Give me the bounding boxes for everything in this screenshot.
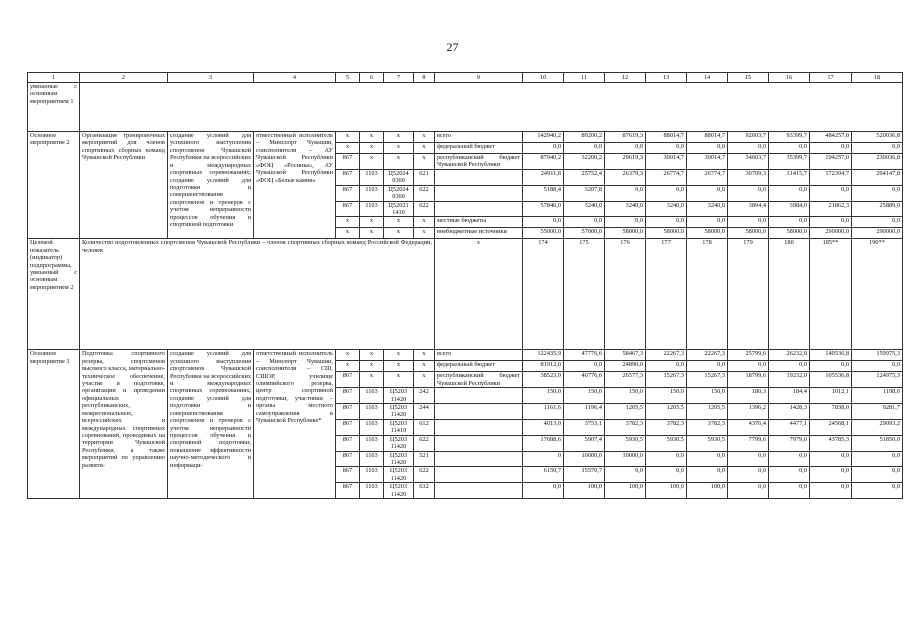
table-cell: Основное мероприятие 2	[28, 132, 80, 239]
table-cell: 3782,3	[605, 419, 646, 435]
table-cell: 5	[336, 73, 360, 83]
table-cell: 9281,7	[852, 404, 903, 420]
table-cell: 150,0	[523, 388, 564, 404]
table-cell: 1103	[360, 467, 384, 483]
table-cell: создание условий для успешного выступления спортсменов Чувашской Республики на всероссийских и международных спортивных соревнованиях; создание условий для подготовки и совершенствования спортсменов и тренеров с учетом непрерывности процессов обучения и спортивной подготовки	[168, 132, 254, 239]
table-cell: 25752,4	[564, 169, 605, 185]
table-cell: 0,0	[810, 217, 852, 228]
table-cell: 867	[336, 388, 360, 404]
table-cell: 0,0	[687, 185, 728, 201]
table-cell: 484257,0	[810, 132, 852, 143]
table-cell: Организация тренировочных мероприятий для членов спортивных сборных команд Чувашской Республики	[80, 132, 168, 239]
table-cell: 29619,3	[605, 154, 646, 170]
table-cell: 142940,2	[523, 132, 564, 143]
table-cell: 34603,7	[728, 154, 769, 170]
table-cell: 51850,0	[852, 435, 903, 451]
table-cell: 0,0	[852, 361, 903, 372]
table-cell: 2	[80, 73, 168, 83]
table-cell	[435, 483, 523, 499]
table-cell: 3782,3	[646, 419, 687, 435]
table-cell: x	[336, 228, 360, 239]
table-cell: 0,0	[769, 361, 810, 372]
table-cell: 1103	[360, 451, 384, 467]
table-cell: 1161,6	[523, 404, 564, 420]
table-cell: 0,0	[852, 467, 903, 483]
table-cell: 0,0	[687, 451, 728, 467]
table-cell: 58000,0	[687, 228, 728, 239]
table-cell: 150,0	[646, 388, 687, 404]
table-cell	[435, 169, 523, 185]
table-cell: 0,0	[687, 361, 728, 372]
table-cell: 622	[414, 201, 435, 217]
table-cell: 0,0	[646, 467, 687, 483]
table-cell: 24568,1	[810, 419, 852, 435]
table-cell: 3	[168, 73, 254, 83]
table-cell: 22267,3	[687, 350, 728, 361]
table-cell: 43785,3	[810, 435, 852, 451]
table-cell: 55000,0	[523, 228, 564, 239]
target-indicator-row	[28, 239, 903, 350]
table-cell: 184,4	[769, 388, 810, 404]
table-cell: 0,0	[646, 185, 687, 201]
table-cell: 38523,9	[523, 372, 564, 388]
table-cell: 521	[414, 451, 435, 467]
table-cell: Ц5203 11420	[384, 435, 414, 451]
table-cell	[435, 419, 523, 435]
table-cell: 1428,3	[769, 404, 810, 420]
table-cell: 15267,3	[646, 372, 687, 388]
table-cell: Количество подготовленных спортсменов Чувашской Республики – членов спортивных сборных команд Российской Федерации, человек	[80, 239, 435, 350]
table-cell: 0,0	[728, 143, 769, 154]
table-cell: 58000,0	[769, 228, 810, 239]
header-row	[28, 73, 903, 83]
table-cell: 180,3	[728, 388, 769, 404]
table-cell: x	[360, 143, 384, 154]
table-cell: 22267,3	[646, 350, 687, 361]
table-cell: Ц52024 0360	[384, 169, 414, 185]
table-cell: 0,0	[564, 143, 605, 154]
table-cell: 3240,0	[646, 201, 687, 217]
table-cell: x	[336, 350, 360, 361]
table-cell: 0,0	[605, 217, 646, 228]
table-cell: 0,0	[769, 143, 810, 154]
table-cell: 172394,7	[810, 169, 852, 185]
table-cell: 19232,0	[769, 372, 810, 388]
table-cell: 190**	[852, 239, 903, 350]
table-cell: x	[336, 361, 360, 372]
table-cell: 867	[336, 154, 360, 170]
table-cell: 58000,0	[605, 228, 646, 239]
table-cell: 7799,6	[728, 435, 769, 451]
table-cell: x	[384, 361, 414, 372]
table-cell: 57000,0	[564, 228, 605, 239]
table-cell: 1205,5	[605, 404, 646, 420]
table-cell: x	[336, 132, 360, 143]
table-cell: 1012,1	[810, 388, 852, 404]
table-cell: 178	[687, 239, 728, 350]
table-cell: 867	[336, 467, 360, 483]
table-cell: 179	[728, 239, 769, 350]
table-cell: x	[360, 217, 384, 228]
table-cell	[435, 388, 523, 404]
table-cell: x	[414, 350, 435, 361]
table-cell: 31415,7	[769, 169, 810, 185]
table-cell: 10000,0	[605, 451, 646, 467]
table-cell: 15267,3	[687, 372, 728, 388]
table-cell: 0,0	[769, 467, 810, 483]
table-cell: 5930,5	[605, 435, 646, 451]
table-cell: 1103	[360, 483, 384, 499]
table-cell: 0,0	[605, 143, 646, 154]
table-cell: 87940,2	[523, 154, 564, 170]
table-cell: 1205,5	[646, 404, 687, 420]
table-cell: Ц52021 1410	[384, 201, 414, 217]
table-cell: 100,0	[605, 483, 646, 499]
table-cell: 40776,6	[564, 372, 605, 388]
table-cell	[435, 404, 523, 420]
table-cell: 0,0	[810, 483, 852, 499]
table-cell: x	[336, 143, 360, 154]
table-cell: 26379,3	[605, 169, 646, 185]
table-cell: 0,0	[769, 451, 810, 467]
table-cell: Ц5203 11420	[384, 388, 414, 404]
table-cell: 10000,0	[564, 451, 605, 467]
table-cell: 81912,0	[523, 361, 564, 372]
table-cell: 1103	[360, 388, 384, 404]
table-cell: x	[435, 239, 523, 350]
table-cell: 1103	[360, 185, 384, 201]
table-cell: 0,0	[687, 217, 728, 228]
table-cell: 4	[254, 73, 336, 83]
table-cell: 622	[414, 185, 435, 201]
table-cell: 3207,8	[564, 185, 605, 201]
table-cell	[435, 451, 523, 467]
table-cell: 0,0	[810, 451, 852, 467]
table-cell: 3894,4	[728, 201, 769, 217]
table-cell: 15570,7	[564, 467, 605, 483]
table-cell: 242	[414, 388, 435, 404]
table-cell: 0,0	[852, 143, 903, 154]
page-number: 27	[446, 40, 459, 54]
table-cell: 26577,3	[605, 372, 646, 388]
table-cell: 867	[336, 419, 360, 435]
table-cell: 180	[769, 239, 810, 350]
table-cell: 89200,2	[564, 132, 605, 143]
table-cell: Ц52024 0360	[384, 185, 414, 201]
table-cell: 0,0	[646, 451, 687, 467]
continuation-row	[28, 83, 903, 132]
table-cell: 0,0	[810, 185, 852, 201]
table-cell: x	[360, 350, 384, 361]
table-cell: 4013,0	[523, 419, 564, 435]
table-cell	[80, 83, 903, 132]
table-cell: x	[414, 372, 435, 388]
table-cell: 4477,1	[769, 419, 810, 435]
table-cell: 0,0	[564, 217, 605, 228]
table-cell: 32200,2	[564, 154, 605, 170]
table-cell: Ц5203 11420	[384, 404, 414, 420]
table-cell: x	[414, 154, 435, 170]
table-cell: 15	[728, 73, 769, 83]
table-cell: x	[384, 372, 414, 388]
table-cell: 0,0	[769, 185, 810, 201]
table-cell: 58467,3	[605, 350, 646, 361]
table-cell: 150,0	[564, 388, 605, 404]
table-cell: 35399,7	[769, 154, 810, 170]
table-cell: 0,0	[852, 185, 903, 201]
table-cell: всего	[435, 350, 523, 361]
table-cell: x	[414, 143, 435, 154]
table-cell	[435, 201, 523, 217]
table-cell: 93399,7	[769, 132, 810, 143]
table-cell: 177	[646, 239, 687, 350]
table-cell: 1103	[360, 404, 384, 420]
table-cell: 867	[336, 169, 360, 185]
table-cell: 1103	[360, 419, 384, 435]
table-cell: 16	[769, 73, 810, 83]
table-cell: 0,0	[810, 467, 852, 483]
table-cell: 13	[646, 73, 687, 83]
table-cell: 0,0	[523, 217, 564, 228]
table-cell: 30014,7	[646, 154, 687, 170]
table-cell: x	[414, 217, 435, 228]
table-cell: 0,0	[728, 185, 769, 201]
table-cell: 0,0	[646, 143, 687, 154]
table-cell: x	[384, 154, 414, 170]
table-cell: 11	[564, 73, 605, 83]
table-cell: 8	[414, 73, 435, 83]
table-cell: 58000,0	[646, 228, 687, 239]
table-cell: 122435,9	[523, 350, 564, 361]
table-cell: 0,0	[605, 185, 646, 201]
table-cell: 0,0	[605, 467, 646, 483]
table-cell: создание условий для успешного выступления спортсменов Чувашской Республики на всероссийских и международных спортивных соревнованиях; создание условий для подготовки и совершенствования спортсменов и тренеров с учетом непрерывности процессов обучения и спортивной подготовки; повышение эффективности научно-методического и информаци-	[168, 350, 254, 499]
table-cell: 17688,6	[523, 435, 564, 451]
table-cell: x	[414, 361, 435, 372]
table-cell: 867	[336, 185, 360, 201]
table-cell	[435, 185, 523, 201]
table-cell: 612	[414, 419, 435, 435]
table-cell: 24890,0	[605, 361, 646, 372]
table-cell: 30709,3	[728, 169, 769, 185]
table-cell: 520036,8	[852, 132, 903, 143]
table-cell: 3240,0	[687, 201, 728, 217]
measure2-row	[28, 132, 903, 143]
table-cell: 26774,7	[687, 169, 728, 185]
table-cell: 150,0	[687, 388, 728, 404]
table-cell: 176	[605, 239, 646, 350]
table-cell: Ц5203 11420	[384, 483, 414, 499]
table-cell: 632	[414, 483, 435, 499]
table-cell: 24911,8	[523, 169, 564, 185]
table-cell: местные бюджеты	[435, 217, 523, 228]
table-cell: 0,0	[852, 483, 903, 499]
table-cell: 0,0	[646, 217, 687, 228]
table-cell: 21862,3	[810, 201, 852, 217]
table-cell: 1205,5	[687, 404, 728, 420]
table-cell: 105536,8	[810, 372, 852, 388]
table-cell: 0,0	[646, 361, 687, 372]
table-cell: 1103	[360, 201, 384, 217]
table-cell: 867	[336, 372, 360, 388]
table-cell: Ц5203 11420	[384, 451, 414, 467]
table-cell: x	[360, 228, 384, 239]
table-cell: 29093,2	[852, 419, 903, 435]
table-cell: республиканский бюджет Чувашской Республики	[435, 372, 523, 388]
table-cell: 622	[414, 467, 435, 483]
table-cell: x	[384, 132, 414, 143]
table-cell: 1103	[360, 169, 384, 185]
table-cell: 204147,8	[852, 169, 903, 185]
table-cell: 140536,8	[810, 350, 852, 361]
table-cell: 3240,0	[564, 201, 605, 217]
table-cell: 0,0	[852, 217, 903, 228]
table-cell: 0,0	[810, 361, 852, 372]
table-cell: 9	[435, 73, 523, 83]
table-cell: 25799,6	[728, 350, 769, 361]
table-cell: x	[414, 132, 435, 143]
table-cell: 7838,0	[810, 404, 852, 420]
table-cell: 150,0	[605, 388, 646, 404]
table-cell: 3984,0	[769, 201, 810, 217]
table-cell: федеральный бюджет	[435, 361, 523, 372]
table-cell: 1198,6	[852, 388, 903, 404]
table-cell: 175	[564, 239, 605, 350]
program-table	[27, 72, 903, 499]
table-cell: 26774,7	[646, 169, 687, 185]
table-cell: 0,0	[728, 483, 769, 499]
table-cell	[435, 467, 523, 483]
table-cell: 867	[336, 451, 360, 467]
table-cell: x	[384, 217, 414, 228]
table-cell: 867	[336, 435, 360, 451]
measure3-row	[28, 350, 903, 361]
table-cell: x	[384, 350, 414, 361]
table-cell: 88014,7	[687, 132, 728, 143]
table-cell: 0,0	[523, 143, 564, 154]
table-cell: 0,0	[810, 143, 852, 154]
table-cell: 230036,8	[852, 154, 903, 170]
table-cell: 0,0	[728, 467, 769, 483]
table-cell: x	[384, 143, 414, 154]
table-cell: 3240,0	[605, 201, 646, 217]
table-cell: 14	[687, 73, 728, 83]
table-cell: ответственный исполнитель – Минспорт Чувашии, соисполнители – СШ, СШОР, училище олимпийского резерва, центр спортивной подготовки, участники – органы местного самоуправления в Чувашской Республике*	[254, 350, 336, 499]
table-cell: x	[336, 217, 360, 228]
table-cell: 100,0	[687, 483, 728, 499]
table-cell: 100,0	[646, 483, 687, 499]
table-cell: x	[360, 361, 384, 372]
table-cell: 3753,1	[564, 419, 605, 435]
table-cell: 26232,0	[769, 350, 810, 361]
table-cell: x	[360, 154, 384, 170]
table-cell: 47776,6	[564, 350, 605, 361]
table-cell: 5188,4	[523, 185, 564, 201]
table-cell: 0,0	[687, 467, 728, 483]
table-cell: 1	[28, 73, 80, 83]
table-cell: 10	[523, 73, 564, 83]
table-cell: 0,0	[852, 451, 903, 467]
table-cell: 18799,6	[728, 372, 769, 388]
table-cell: увязанные с основным мероприятием 1	[28, 83, 80, 132]
table-cell: 1103	[360, 435, 384, 451]
table-cell: 58000,0	[728, 228, 769, 239]
table-cell: 17	[810, 73, 852, 83]
table-cell: Подготовка спортивного резерва, спортсменов высокого класса, материально-техническое обеспечение, участие в подготовке, организации и проведении официальных республиканских, межрегиональных, всероссийских и международных спортивных соревнований, проводимых на территории Чувашской Республики, а также мероприятий по управлению развити-	[80, 350, 168, 499]
table-cell: 5907,4	[564, 435, 605, 451]
table-cell: 3782,3	[687, 419, 728, 435]
table-cell: 867	[336, 404, 360, 420]
table-cell: 194257,0	[810, 154, 852, 170]
table-cell: 185**	[810, 239, 852, 350]
table-cell: 0	[523, 451, 564, 467]
table-cell: внебюджетные источники	[435, 228, 523, 239]
table-cell: 1196,4	[564, 404, 605, 420]
table-cell: 0,0	[523, 483, 564, 499]
table-cell: 57840,0	[523, 201, 564, 217]
table-cell: республиканский бюджет Чувашской Республики	[435, 154, 523, 170]
table-cell: 867	[336, 201, 360, 217]
table-cell: Целевой показатель (индикатор) подпрограммы, увязанный с основным мероприятием 2	[28, 239, 80, 350]
table-cell: 30014,7	[687, 154, 728, 170]
table-cell: 174	[523, 239, 564, 350]
table-cell: Ц5203 11420	[384, 467, 414, 483]
table-cell: 5930,5	[687, 435, 728, 451]
table-cell: 0,0	[769, 217, 810, 228]
table-cell: 5930,5	[646, 435, 687, 451]
table-cell: 0,0	[564, 361, 605, 372]
table-cell: 18	[852, 73, 903, 83]
table-cell: 0,0	[728, 361, 769, 372]
table-cell: 12	[605, 73, 646, 83]
table-cell: 25889,0	[852, 201, 903, 217]
table-cell: 0,0	[769, 483, 810, 499]
table-cell: 87619,3	[605, 132, 646, 143]
table-cell: 244	[414, 404, 435, 420]
table-cell: 290000,0	[810, 228, 852, 239]
table-cell: 0,0	[687, 143, 728, 154]
table-cell: 6150,7	[523, 467, 564, 483]
table-cell: x	[360, 132, 384, 143]
table-cell: федеральный бюджет	[435, 143, 523, 154]
table-cell: 621	[414, 169, 435, 185]
table-cell: 4376,4	[728, 419, 769, 435]
table-cell: 88014,7	[646, 132, 687, 143]
table-cell: 1396,2	[728, 404, 769, 420]
table-cell	[435, 435, 523, 451]
table-cell: x	[414, 228, 435, 239]
table-cell: 124975,3	[852, 372, 903, 388]
table-cell: 7	[384, 73, 414, 83]
table-cell: 7979,0	[769, 435, 810, 451]
table-cell: ответственный исполнитель – Минспорт Чувашии, соисполнители – АУ Чувашской Республики «ФОЦ «Росинка», АУ Чувашской Республики «ФОЦ «Белые камни»	[254, 132, 336, 239]
table-cell: 290000,0	[852, 228, 903, 239]
table-cell: 159975,3	[852, 350, 903, 361]
table-cell: 622	[414, 435, 435, 451]
table-cell: 6	[360, 73, 384, 83]
table-cell: 100,0	[564, 483, 605, 499]
table-cell: x	[360, 372, 384, 388]
table-cell: x	[384, 228, 414, 239]
table-cell: всего	[435, 132, 523, 143]
table-cell: 867	[336, 483, 360, 499]
table-cell: 92603,7	[728, 132, 769, 143]
table-cell: 0,0	[728, 451, 769, 467]
table-cell: 0,0	[728, 217, 769, 228]
table-cell: Основное мероприятие 3	[28, 350, 80, 499]
table-cell: Ц5203 11410	[384, 419, 414, 435]
